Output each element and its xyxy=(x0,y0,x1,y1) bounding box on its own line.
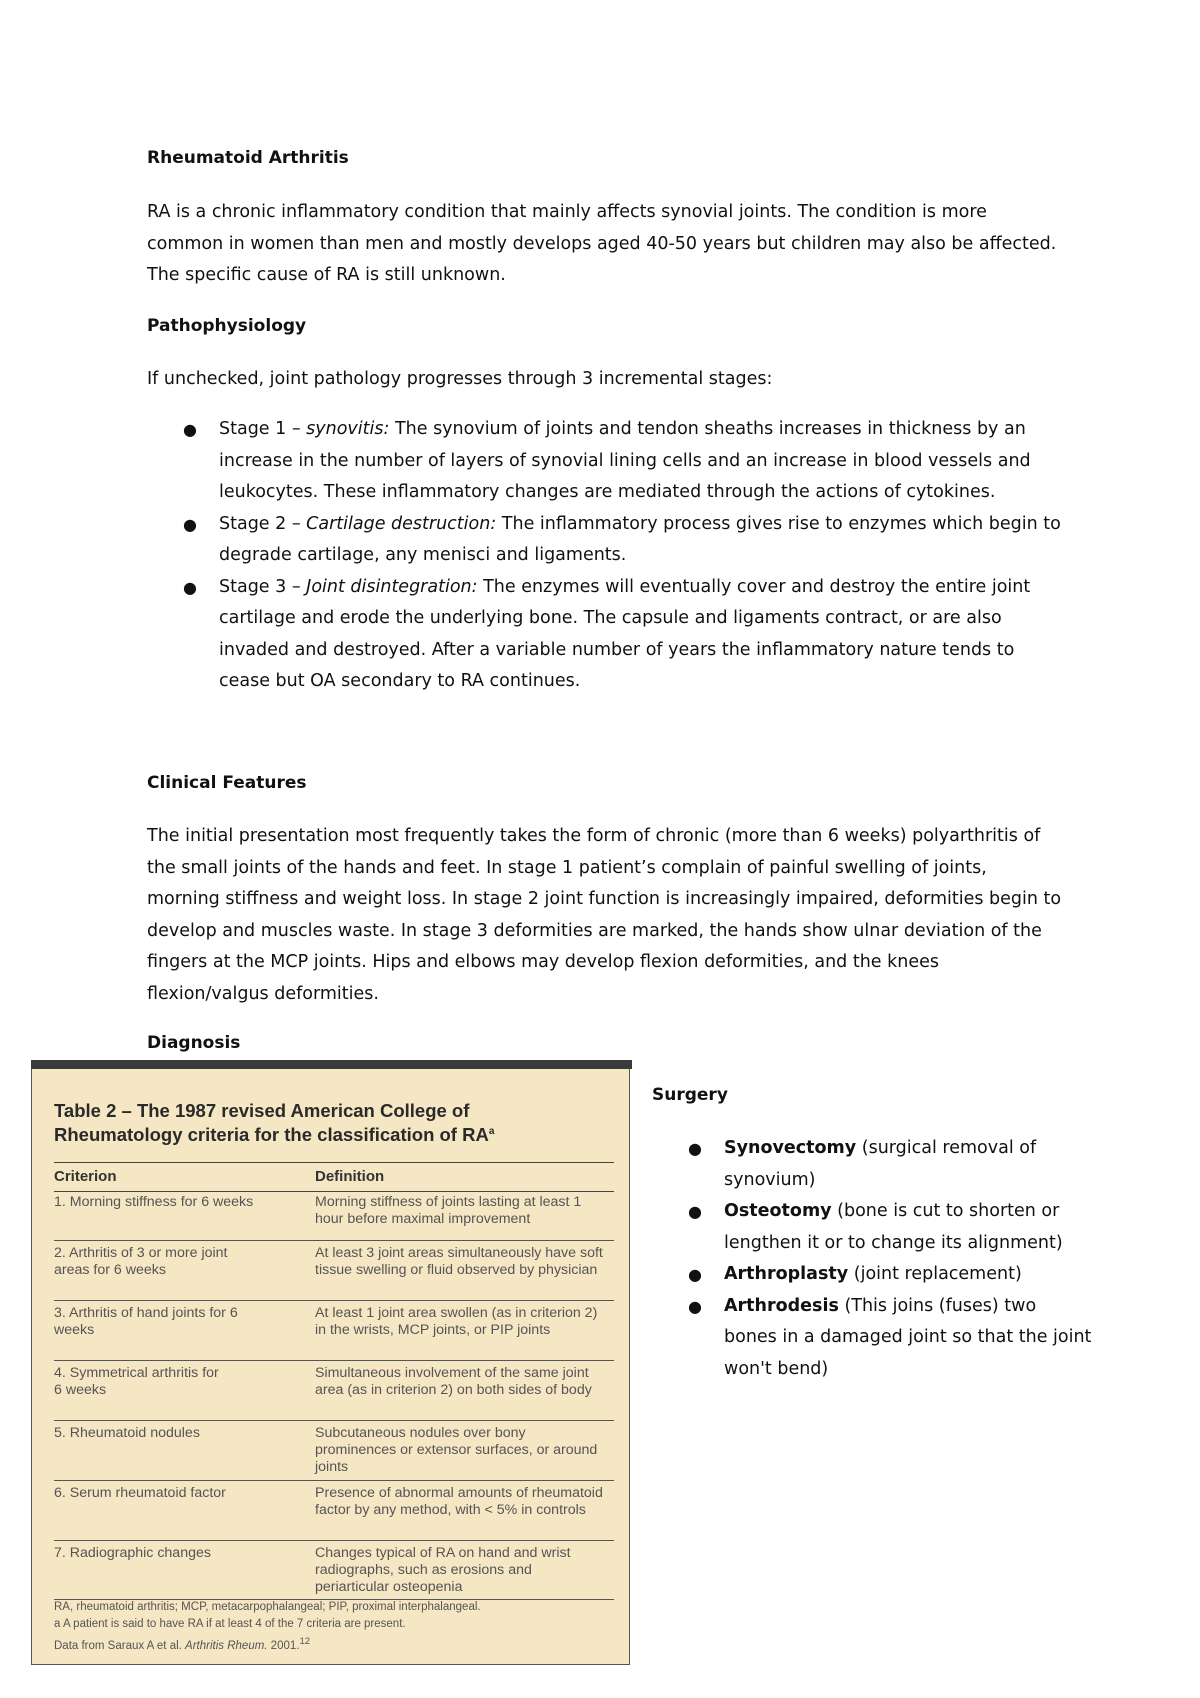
definition-cell: At least 3 joint areas simultaneously have soft tissue swelling or fluid observed by physician xyxy=(315,1245,603,1278)
criterion-cell: 7. Radiographic changes xyxy=(54,1545,211,1561)
definition-cell: Presence of abnormal amounts of rheumatoid factor by any method, with < 5% in controls xyxy=(315,1485,603,1518)
table-footnote: RA, rheumatoid arthritis; MCP, metacarpophalangeal; PIP, proximal interphalangeal. xyxy=(54,1601,481,1613)
procedure-name: Arthrodesis xyxy=(724,1295,839,1316)
column-header-definition: Definition xyxy=(315,1168,385,1185)
intro-paragraph: RA is a chronic inflammatory condition that mainly affects synovial joints. The condition is more common in women than men and mostly develops aged 40-50 years but children may also be affected. The specific cause of RA is still unknown. xyxy=(147,202,1057,285)
stage-text: The enzymes will eventually cover and destroy the entire joint cartilage and erode the underlying bone. The capsule and ligaments contract, or are also invaded and destroyed. After a variable number of years the inflammatory nature tends to cease but OA secondary to RA continues. xyxy=(219,576,1031,691)
bullet-icon: ● xyxy=(688,1202,702,1221)
table-header-row xyxy=(54,1162,614,1192)
stages-list xyxy=(147,414,1062,698)
table-row xyxy=(54,1421,614,1481)
table-row xyxy=(54,1541,614,1600)
definition-cell: At least 1 joint area swollen (as in criterion 2) in the wrists, MCP joints, or PIP joints xyxy=(315,1305,598,1338)
list-item xyxy=(147,572,1062,698)
stage-text: The synovium of joints and tendon sheaths increases in thickness by an increase in the number of layers of synovial lining cells and an increase in blood vessels and leukocytes. These inflammatory changes are mediated through the actions of cytokines. xyxy=(219,419,1031,502)
procedure-name: Osteotomy xyxy=(724,1201,832,1221)
bullet-icon: ● xyxy=(183,577,197,597)
criterion-cell: 4. Symmetrical arthritis for 6 weeks xyxy=(54,1365,219,1398)
source-journal: Arthritis Rheum. xyxy=(185,1639,268,1652)
criterion-cell: 1. Morning stiffness for 6 weeks xyxy=(54,1194,254,1210)
table-body xyxy=(54,1190,614,1600)
criterion-cell: 2. Arthritis of 3 or more joint areas for 6 weeks xyxy=(54,1245,228,1278)
pathophysiology-intro: If unchecked, joint pathology progresses through 3 incremental stages: xyxy=(147,369,773,389)
stage-prefix: Stage 1 – xyxy=(219,419,307,439)
surgery-list xyxy=(652,1133,1092,1385)
procedure-name: Arthroplasty xyxy=(724,1264,849,1284)
pathophysiology-heading: Pathophysiology xyxy=(147,316,307,336)
procedure-description: (surgical removal of synovium) xyxy=(724,1138,1037,1190)
criteria-table-figure xyxy=(31,1067,630,1665)
document-title: Rheumatoid Arthritis xyxy=(147,148,349,168)
source-ref-mark: 12 xyxy=(299,1636,311,1647)
diagnosis-heading: Diagnosis xyxy=(147,1033,241,1053)
bullet-icon: ● xyxy=(183,420,197,439)
bullet-icon: ● xyxy=(688,1296,702,1316)
list-item xyxy=(147,414,1062,509)
criterion-cell: 3. Arthritis of hand joints for 6 weeks xyxy=(54,1305,238,1338)
bullet-icon: ● xyxy=(688,1139,702,1158)
criterion-cell: 5. Rheumatoid nodules xyxy=(54,1425,200,1441)
table-title xyxy=(54,1100,614,1145)
clinical-features-heading: Clinical Features xyxy=(147,773,307,793)
table-footnote: a A patient is said to have RA if at least 4 of the 7 criteria are present. xyxy=(54,1618,406,1630)
definition-cell: Changes typical of RA on hand and wrist radiographs, such as erosions and periarticular osteopenia xyxy=(315,1545,571,1595)
procedure-description: (This joins (fuses) two bones in a damaged joint so that the joint won't bend) xyxy=(724,1295,1092,1379)
procedure-description: (bone is cut to shorten or lengthen it or to change its alignment) xyxy=(724,1201,1063,1253)
procedure-name: Synovectomy xyxy=(724,1138,857,1158)
table-row xyxy=(54,1190,614,1241)
column-header-criterion: Criterion xyxy=(54,1168,117,1185)
bullet-icon: ● xyxy=(183,514,197,534)
table-title-line: Rheumatology criteria for the classification of RA xyxy=(54,1124,489,1146)
table-row xyxy=(54,1361,614,1421)
criterion-cell: 6. Serum rheumatoid factor xyxy=(54,1485,226,1501)
definition-cell: Morning stiffness of joints lasting at least 1 hour before maximal improvement xyxy=(315,1194,582,1227)
stage-name: synovitis: xyxy=(306,419,390,439)
stage-prefix: Stage 2 – xyxy=(219,513,307,534)
stage-name: Cartilage destruction: xyxy=(306,513,497,534)
table-source-note xyxy=(54,1633,614,1655)
table-footnotes xyxy=(54,1599,614,1655)
surgery-heading: Surgery xyxy=(652,1085,728,1105)
list-item xyxy=(652,1196,1092,1259)
list-item xyxy=(652,1133,1092,1196)
table-row xyxy=(54,1241,614,1301)
definition-cell: Simultaneous involvement of the same joint area (as in criterion 2) on both sides of body xyxy=(315,1365,592,1398)
clinical-features-paragraph: The initial presentation most frequently takes the form of chronic (more than 6 weeks) polyarthritis of the small joints of the hands and feet. In stage 1 patient’s complain of painful swelling of joints, morning stiffness and weight loss. In stage 2 joint function is increasingly impaired, deformities begin to develop and muscles waste. In stage 3 deformities are marked, the hands show ulnar deviation of the fingers at the MCP joints. Hips and elbows may develop flexion deformities, and the knees flexion/valgus deformities. xyxy=(147,826,1062,1004)
definition-cell: Subcutaneous nodules over bony prominences or extensor surfaces, or around joints xyxy=(315,1425,598,1475)
table-row xyxy=(54,1301,614,1361)
list-item xyxy=(147,509,1062,572)
stage-prefix: Stage 3 – xyxy=(219,576,307,597)
table-title-line: Table 2 – The 1987 revised American College of xyxy=(54,1100,470,1121)
table-title-footnote-mark: a xyxy=(488,1126,495,1137)
table-top-bar xyxy=(31,1060,632,1069)
list-item xyxy=(652,1259,1092,1291)
stage-name: Joint disintegration: xyxy=(306,576,478,597)
source-year: 2001. xyxy=(267,1639,300,1652)
source-prefix: Data from Saraux A et al. xyxy=(54,1639,186,1652)
list-item xyxy=(652,1291,1092,1386)
stage-text: The inflammatory process gives rise to enzymes which begin to degrade cartilage, any menisci and ligaments. xyxy=(219,513,1061,565)
table-row xyxy=(54,1481,614,1541)
procedure-description: (joint replacement) xyxy=(848,1264,1022,1284)
bullet-icon: ● xyxy=(688,1265,702,1284)
